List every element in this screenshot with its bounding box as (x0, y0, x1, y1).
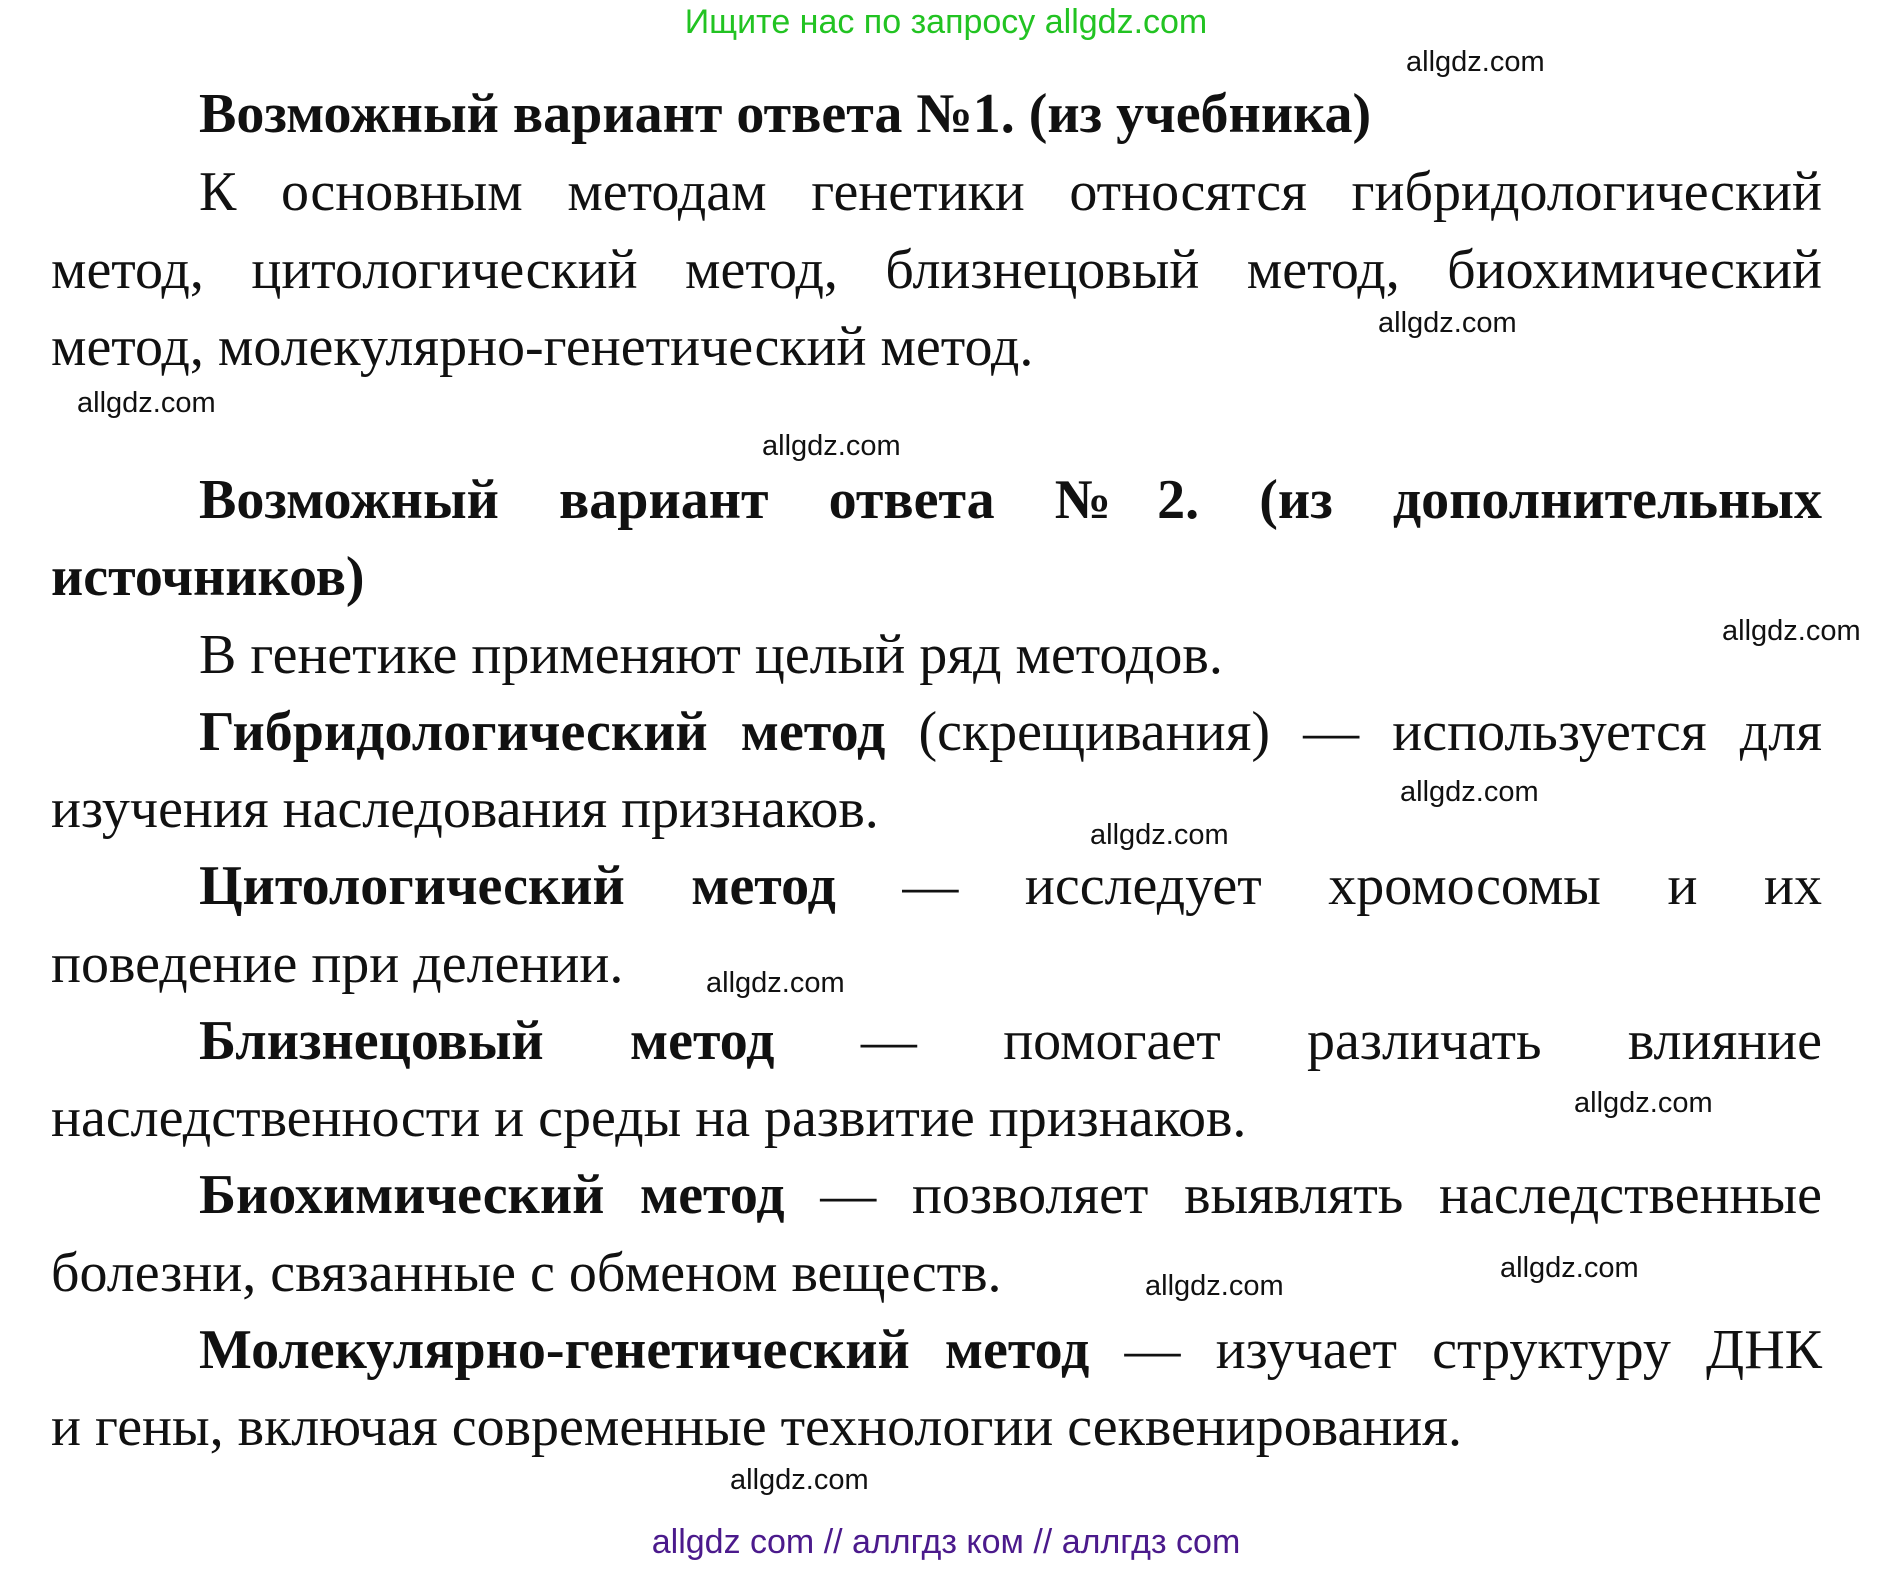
line-text: поведение при делении. (51, 933, 624, 995)
line-text: В генетике применяют целый ряд методов. (199, 624, 1223, 686)
line-text: и гены, включая современные технологии секвенирования. (51, 1396, 1463, 1458)
watermark: allgdz.com (706, 967, 845, 999)
footer-banner: allgdz com // аллгдз ком // аллгдз com (651, 1523, 1241, 1561)
line-text: — помогает различать влияние (860, 1010, 1822, 1072)
bold-term: Биохимический метод (199, 1164, 821, 1226)
bold-term: Цитологический метод (199, 855, 903, 917)
text-line (51, 1244, 1002, 1302)
text-line (51, 935, 623, 993)
text-line (51, 1089, 1246, 1147)
line-text: — исследует хромосомы и их (902, 855, 1822, 917)
watermark: allgdz.com (1406, 46, 1545, 78)
text-line (199, 1166, 1822, 1224)
bold-term: Гибридологический метод (199, 701, 919, 763)
bold-term: источников) (51, 546, 365, 608)
text-line (51, 780, 879, 838)
text-line (199, 1321, 1822, 1379)
text-line (199, 857, 1822, 915)
bold-term: Молекулярно-генетический метод (199, 1319, 1125, 1381)
line-text: метод, молекулярно-генетический метод. (51, 316, 1034, 378)
bold-term: Возможный вариант ответа №2. (из дополнительных (199, 469, 1822, 531)
line-text: — позволяет выявлять наследственные (820, 1164, 1823, 1226)
watermark: allgdz.com (1378, 307, 1517, 339)
watermark: allgdz.com (762, 430, 901, 462)
line-text: наследственности и среды на развитие признаков. (51, 1087, 1247, 1149)
text-line (51, 548, 365, 606)
watermark: allgdz.com (1400, 776, 1539, 808)
line-text: К основным методам генетики относятся гибридологический (199, 161, 1822, 223)
watermark: allgdz.com (1145, 1270, 1284, 1302)
line-text: (скрещивания) — используется для (918, 701, 1823, 763)
watermark: allgdz.com (1574, 1087, 1713, 1119)
text-line (199, 85, 1371, 143)
bold-term: Возможный вариант ответа №1. (из учебника) (199, 83, 1372, 145)
text-line (51, 1398, 1462, 1456)
text-line (199, 1012, 1822, 1070)
text-line (199, 163, 1822, 221)
line-text: метод, цитологический метод, близнецовый метод, биохимический (51, 239, 1822, 301)
text-line (51, 318, 1033, 376)
watermark: allgdz.com (77, 387, 216, 419)
text-line (199, 703, 1822, 761)
line-text: изучения наследования признаков. (51, 778, 879, 840)
line-text: — изучает структуру ДНК (1124, 1319, 1823, 1381)
text-line (199, 471, 1822, 529)
text-line (199, 626, 1223, 684)
watermark: allgdz.com (1090, 819, 1229, 851)
search-banner: Ищите нас по запросу allgdz.com (684, 3, 1208, 41)
text-line (51, 241, 1822, 299)
bold-term: Близнецовый метод (199, 1010, 861, 1072)
line-text: болезни, связанные с обменом веществ. (51, 1242, 1002, 1304)
watermark: allgdz.com (1500, 1252, 1639, 1284)
watermark: allgdz.com (1722, 615, 1861, 647)
watermark: allgdz.com (730, 1464, 869, 1496)
